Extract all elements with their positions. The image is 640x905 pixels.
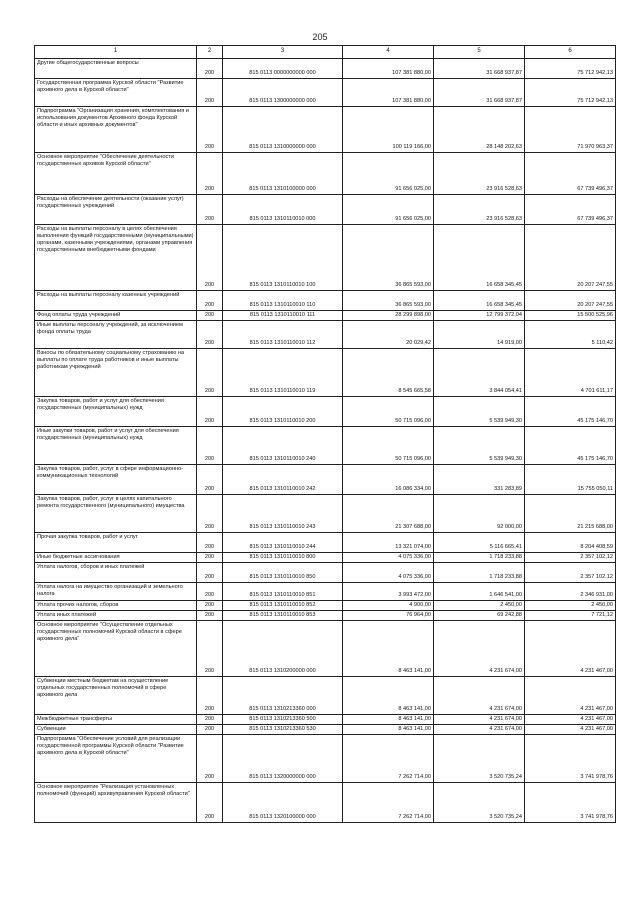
- column-header-1: 1: [35, 46, 197, 59]
- row-name: Расходы на обеспечение деятельности (оказание услуг) государственных учреждений: [35, 195, 197, 225]
- row-name: Основное мероприятие "Осуществление отдельных государственных полномочий Курской области в сфере архивного дела": [35, 621, 197, 677]
- row-line-code: 200: [197, 715, 223, 725]
- row-approved-amount: 100 119 166,00: [343, 107, 434, 153]
- row-name: Фонд оплаты труда учреждений: [35, 311, 197, 321]
- row-unexecuted-amount: 4 231 467,00: [525, 715, 616, 725]
- row-budget-code: 815 0113 1310110010 851: [223, 583, 343, 601]
- row-unexecuted-amount: 7 721,12: [525, 611, 616, 621]
- row-approved-amount: 21 307 688,00: [343, 495, 434, 533]
- row-unexecuted-amount: 8 204 408,59: [525, 533, 616, 553]
- column-header-4: 4: [343, 46, 434, 59]
- row-approved-amount: 36 865 593,00: [343, 291, 434, 311]
- row-unexecuted-amount: 71 970 963,37: [525, 107, 616, 153]
- row-approved-amount: 50 715 096,00: [343, 427, 434, 465]
- row-executed-amount: 1 718 233,88: [434, 563, 525, 583]
- row-line-code: 200: [197, 195, 223, 225]
- row-executed-amount: 92 000,00: [434, 495, 525, 533]
- row-unexecuted-amount: 20 207 247,55: [525, 291, 616, 311]
- row-unexecuted-amount: 75 712 942,13: [525, 79, 616, 107]
- row-name: Иные закупки товаров, работ и услуг для обеспечения государственных (муниципальных) нужд: [35, 427, 197, 465]
- row-executed-amount: 28 148 202,63: [434, 107, 525, 153]
- row-name: Расходы на выплаты персоналу в целях обеспечения выполнения функций государственными (муниципальными) органами, казенными учреждениями, органами управления государственными внебюджетными фондами: [35, 225, 197, 291]
- row-name: Другие общегосударственные вопросы: [35, 59, 197, 79]
- row-executed-amount: 23 916 528,63: [434, 195, 525, 225]
- table-row: [35, 311, 616, 321]
- row-approved-amount: 107 381 880,00: [343, 79, 434, 107]
- row-name: Основное мероприятие "Обеспечение деятельности государственных архивов Курской области": [35, 153, 197, 195]
- table-row: [35, 107, 616, 153]
- row-unexecuted-amount: 5 110,42: [525, 321, 616, 349]
- row-executed-amount: 4 231 674,00: [434, 725, 525, 735]
- row-executed-amount: 31 668 937,87: [434, 79, 525, 107]
- row-approved-amount: 4 075 336,00: [343, 553, 434, 563]
- row-budget-code: 815 0113 1300000000 000: [223, 79, 343, 107]
- row-budget-code: 815 0113 1310110010 852: [223, 601, 343, 611]
- table-row: [35, 349, 616, 397]
- row-approved-amount: 36 865 593,00: [343, 225, 434, 291]
- table-row: [35, 735, 616, 783]
- row-name: Взносы по обязательному социальному страхованию на выплаты по оплате труда работников и иные выплаты работникам учреждений: [35, 349, 197, 397]
- table-row: [35, 601, 616, 611]
- table-row: [35, 563, 616, 583]
- column-header-2: 2: [197, 46, 223, 59]
- row-unexecuted-amount: 21 215 688,00: [525, 495, 616, 533]
- row-line-code: 200: [197, 677, 223, 715]
- column-header-3: 3: [223, 46, 343, 59]
- row-budget-code: 815 0113 1310200000 000: [223, 621, 343, 677]
- row-unexecuted-amount: 2 357 102,12: [525, 563, 616, 583]
- row-unexecuted-amount: 3 741 978,76: [525, 783, 616, 823]
- page-number: 205: [312, 32, 328, 42]
- row-line-code: 200: [197, 321, 223, 349]
- row-line-code: 200: [197, 583, 223, 601]
- table-header-row: [35, 46, 616, 59]
- row-unexecuted-amount: 2 346 931,00: [525, 583, 616, 601]
- row-budget-code: 815 0113 1310213360 530: [223, 725, 343, 735]
- row-name: Расходы на выплаты персоналу казенных учреждений: [35, 291, 197, 311]
- row-budget-code: 815 0113 1310000000 000: [223, 107, 343, 153]
- row-unexecuted-amount: 4 231 467,00: [525, 725, 616, 735]
- row-executed-amount: 31 668 937,87: [434, 59, 525, 79]
- row-line-code: 200: [197, 725, 223, 735]
- row-budget-code: 815 0113 1310110010 800: [223, 553, 343, 563]
- row-name: Государственная программа Курской области "Развитие архивного дела в Курской области": [35, 79, 197, 107]
- row-budget-code: 815 0113 0000000000 000: [223, 59, 343, 79]
- table-row: [35, 79, 616, 107]
- row-unexecuted-amount: 4 701 611,17: [525, 349, 616, 397]
- row-name: Субвенции местным бюджетам на осуществление отдельных государственных полномочий в сфере архивного дела: [35, 677, 197, 715]
- row-name: Подпрограмма "Организация хранения, комплектования и использования документов Архивного фонда Курской области и иных архивных документов": [35, 107, 197, 153]
- row-name: Уплата иных платежей: [35, 611, 197, 621]
- table-row: [35, 397, 616, 427]
- row-executed-amount: 14 919,00: [434, 321, 525, 349]
- table-row: [35, 225, 616, 291]
- row-approved-amount: 8 545 665,58: [343, 349, 434, 397]
- row-approved-amount: 3 993 472,00: [343, 583, 434, 601]
- table-row: [35, 291, 616, 311]
- row-unexecuted-amount: 75 712 942,13: [525, 59, 616, 79]
- budget-table: [34, 45, 616, 823]
- row-unexecuted-amount: 15 500 525,96: [525, 311, 616, 321]
- row-budget-code: 815 0113 1310110010 244: [223, 533, 343, 553]
- row-line-code: 200: [197, 621, 223, 677]
- row-line-code: 200: [197, 465, 223, 495]
- row-unexecuted-amount: 67 739 496,37: [525, 195, 616, 225]
- row-line-code: 200: [197, 311, 223, 321]
- row-line-code: 200: [197, 79, 223, 107]
- row-budget-code: 815 0113 1310110010 243: [223, 495, 343, 533]
- table-row: [35, 611, 616, 621]
- table-row: [35, 195, 616, 225]
- row-unexecuted-amount: 2 357 102,12: [525, 553, 616, 563]
- row-name: Закупка товаров, работ, услуг в целях капитального ремонта государственного (муниципального) имущества: [35, 495, 197, 533]
- row-executed-amount: 4 231 674,00: [434, 677, 525, 715]
- row-budget-code: 815 0113 1310110010 242: [223, 465, 343, 495]
- row-unexecuted-amount: 2 450,00: [525, 601, 616, 611]
- table-row: [35, 465, 616, 495]
- table-row: [35, 677, 616, 715]
- row-name: Уплата налога на имущество организаций и земельного налога: [35, 583, 197, 601]
- row-approved-amount: 107 381 880,00: [343, 59, 434, 79]
- row-line-code: 200: [197, 427, 223, 465]
- row-budget-code: 815 0113 1310213360 500: [223, 715, 343, 725]
- row-budget-code: 815 0113 1310110010 240: [223, 427, 343, 465]
- row-executed-amount: 5 116 665,41: [434, 533, 525, 553]
- row-approved-amount: 16 086 334,00: [343, 465, 434, 495]
- row-unexecuted-amount: 3 741 978,76: [525, 735, 616, 783]
- row-approved-amount: 7 262 714,00: [343, 783, 434, 823]
- row-executed-amount: 1 718 233,88: [434, 553, 525, 563]
- row-name: Субвенции: [35, 725, 197, 735]
- row-approved-amount: 50 715 096,00: [343, 397, 434, 427]
- row-name: Иные бюджетные ассигнования: [35, 553, 197, 563]
- row-approved-amount: 4 900,00: [343, 601, 434, 611]
- row-approved-amount: 91 656 025,00: [343, 153, 434, 195]
- row-budget-code: 815 0113 1320000000 000: [223, 735, 343, 783]
- table-body: [35, 59, 616, 823]
- row-approved-amount: 8 463 141,00: [343, 677, 434, 715]
- column-header-5: 5: [434, 46, 525, 59]
- table-row: [35, 533, 616, 553]
- table-row: [35, 715, 616, 725]
- column-header-6: 6: [525, 46, 616, 59]
- row-approved-amount: 8 463 141,00: [343, 725, 434, 735]
- row-budget-code: 815 0113 1310110010 112: [223, 321, 343, 349]
- row-line-code: 200: [197, 495, 223, 533]
- row-budget-code: 815 0113 1310110010 110: [223, 291, 343, 311]
- row-executed-amount: 23 916 528,63: [434, 153, 525, 195]
- row-executed-amount: 5 539 949,30: [434, 427, 525, 465]
- row-line-code: 200: [197, 553, 223, 563]
- row-approved-amount: 13 321 074,00: [343, 533, 434, 553]
- table-row: [35, 553, 616, 563]
- table-row: [35, 321, 616, 349]
- row-executed-amount: 16 658 345,45: [434, 291, 525, 311]
- row-executed-amount: 3 844 054,41: [434, 349, 525, 397]
- table-row: [35, 583, 616, 601]
- row-executed-amount: 2 450,00: [434, 601, 525, 611]
- row-line-code: 200: [197, 783, 223, 823]
- row-line-code: 200: [197, 107, 223, 153]
- row-name: Межбюджетные трансферты: [35, 715, 197, 725]
- row-approved-amount: 7 262 714,00: [343, 735, 434, 783]
- row-approved-amount: 8 463 141,00: [343, 621, 434, 677]
- row-executed-amount: 16 658 345,45: [434, 225, 525, 291]
- row-executed-amount: 3 520 735,24: [434, 783, 525, 823]
- row-unexecuted-amount: 4 231 467,00: [525, 677, 616, 715]
- row-budget-code: 815 0113 1310110010 850: [223, 563, 343, 583]
- row-name: Уплата налогов, сборов и иных платежей: [35, 563, 197, 583]
- row-executed-amount: 69 242,88: [434, 611, 525, 621]
- row-line-code: 200: [197, 291, 223, 311]
- row-line-code: 200: [197, 225, 223, 291]
- row-budget-code: 815 0113 1310100000 000: [223, 153, 343, 195]
- row-executed-amount: 3 520 735,24: [434, 735, 525, 783]
- row-budget-code: 815 0113 1310110010 119: [223, 349, 343, 397]
- row-line-code: 200: [197, 349, 223, 397]
- row-line-code: 200: [197, 59, 223, 79]
- row-unexecuted-amount: 45 175 146,70: [525, 397, 616, 427]
- row-budget-code: 815 0113 1310110010 111: [223, 311, 343, 321]
- row-line-code: 200: [197, 533, 223, 553]
- table-row: [35, 153, 616, 195]
- row-approved-amount: 28 299 898,00: [343, 311, 434, 321]
- row-line-code: 200: [197, 153, 223, 195]
- row-name: Иные выплаты персоналу учреждений, за исключением фонда оплаты труда: [35, 321, 197, 349]
- row-name: Прочая закупка товаров, работ и услуг: [35, 533, 197, 553]
- row-budget-code: 815 0113 1310110010 200: [223, 397, 343, 427]
- row-unexecuted-amount: 45 175 146,70: [525, 427, 616, 465]
- row-budget-code: 815 0113 1310110010 000: [223, 195, 343, 225]
- row-name: Подпрограмма "Обеспечение условий для реализации государственной программы Курской области "Развитие архивного дела в Курской области": [35, 735, 197, 783]
- table-row: [35, 495, 616, 533]
- row-line-code: 200: [197, 601, 223, 611]
- row-budget-code: 815 0113 1320100000 000: [223, 783, 343, 823]
- row-unexecuted-amount: 4 231 467,00: [525, 621, 616, 677]
- table-row: [35, 783, 616, 823]
- row-approved-amount: 8 463 141,00: [343, 715, 434, 725]
- row-name: Уплата прочих налогов, сборов: [35, 601, 197, 611]
- row-approved-amount: 4 075 336,00: [343, 563, 434, 583]
- row-line-code: 200: [197, 397, 223, 427]
- table-row: [35, 725, 616, 735]
- row-unexecuted-amount: 20 207 247,55: [525, 225, 616, 291]
- row-executed-amount: 12 799 372,04: [434, 311, 525, 321]
- row-executed-amount: 4 231 674,00: [434, 621, 525, 677]
- row-unexecuted-amount: 67 739 496,37: [525, 153, 616, 195]
- row-executed-amount: 5 539 949,30: [434, 397, 525, 427]
- row-unexecuted-amount: 15 755 050,11: [525, 465, 616, 495]
- row-line-code: 200: [197, 735, 223, 783]
- row-executed-amount: 331 283,89: [434, 465, 525, 495]
- row-line-code: 200: [197, 563, 223, 583]
- row-approved-amount: 76 964,00: [343, 611, 434, 621]
- table-row: [35, 427, 616, 465]
- table-row: [35, 621, 616, 677]
- row-approved-amount: 91 656 025,00: [343, 195, 434, 225]
- row-budget-code: 815 0113 1310110010 853: [223, 611, 343, 621]
- table-row: [35, 59, 616, 79]
- row-name: Закупка товаров, работ и услуг для обеспечения государственных (муниципальных) нужд: [35, 397, 197, 427]
- row-line-code: 200: [197, 611, 223, 621]
- row-budget-code: 815 0113 1310110010 100: [223, 225, 343, 291]
- row-approved-amount: 20 029,42: [343, 321, 434, 349]
- row-budget-code: 815 0113 1310213360 000: [223, 677, 343, 715]
- row-executed-amount: 1 646 541,00: [434, 583, 525, 601]
- row-name: Закупка товаров, работ, услуг в сфере информационно-коммуникационных технологий: [35, 465, 197, 495]
- row-executed-amount: 4 231 674,00: [434, 715, 525, 725]
- row-name: Основное мероприятие "Реализация установленных полномочий (функций) архивуправления Курской области": [35, 783, 197, 823]
